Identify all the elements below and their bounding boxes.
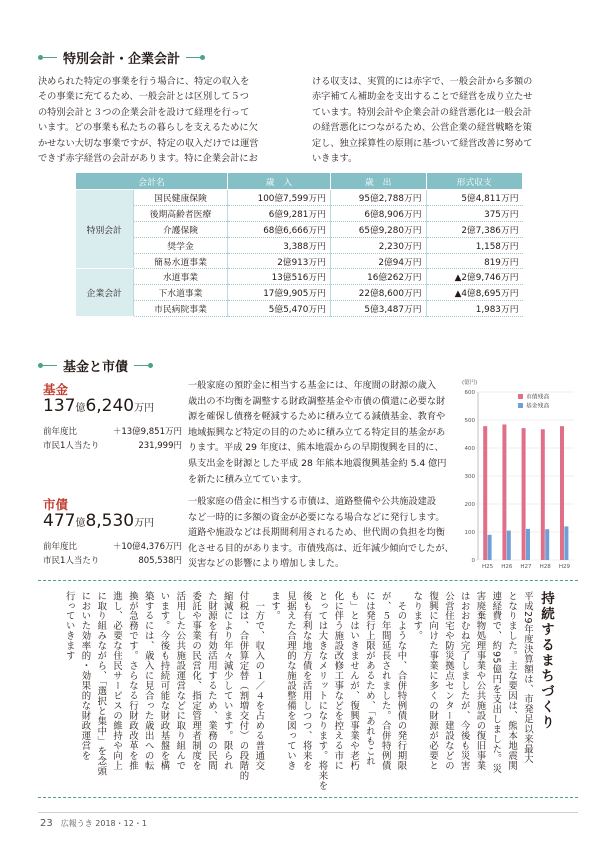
chart-y-tick-label: 0 — [471, 558, 475, 564]
chart-x-tick-label: H29 — [558, 564, 570, 570]
chart-y-tick-label: 300 — [464, 474, 475, 480]
account-name-cell: 国民健康保険 — [134, 190, 228, 206]
vertical-text-column: となりました。主な要因は、熊本地震関 — [506, 591, 518, 771]
table-row — [76, 221, 523, 237]
text-line: かせない大切な事業ですが、特定の収入だけでは運営 — [38, 137, 259, 149]
text-line: の特別会計と３つの企業会計を設けて経理を行って — [38, 106, 250, 118]
text-line: 源を確保し債務を軽減するために積み立てる減債基金、教育や — [188, 411, 446, 423]
vertical-text-column: なります。 — [411, 591, 423, 641]
revenue-cell: 5億5,470万円 — [227, 301, 330, 317]
account-group-name: 企業会計 — [76, 269, 134, 317]
chart-x-tick-label: H28 — [539, 564, 551, 570]
divider-line — [134, 365, 148, 367]
chart-legend-swatch — [518, 403, 523, 408]
text-line: 決められた特定の事業を行う場合に、特定の収入を — [38, 76, 250, 87]
text-line: 県支出金を財源とした平成 28 年熊本地震復興基金約 5.4 億円 — [188, 457, 447, 469]
table-row — [76, 190, 523, 206]
expenditure-cell: 65億9,280万円 — [330, 221, 426, 237]
bond-man-unit: 万円 — [134, 518, 155, 529]
revenue-cell: 3,388万円 — [227, 237, 330, 253]
balance-cell: ▲2億9,746万円 — [426, 269, 522, 285]
table-row — [76, 269, 523, 285]
section-title-funds-bonds — [38, 356, 153, 375]
sustainable-town-title: 持続するまちづくり — [538, 591, 554, 731]
vertical-text-column: 平成29年度決算額は、市発足以来最大 — [521, 591, 533, 764]
chart-y-tick-label: 100 — [464, 530, 475, 536]
revenue-cell: 13億516万円 — [227, 269, 330, 285]
text-line: を新たに積み立てています。 — [188, 473, 307, 485]
bond-per-capita-value: 805,538円 — [138, 556, 182, 566]
revenue-cell: 68億6,666万円 — [227, 221, 330, 237]
fund-description — [188, 378, 456, 487]
vertical-text-column: 築するには、歳入に見合った歳出への転 — [142, 591, 154, 771]
chart-y-tick-label: 400 — [464, 446, 475, 452]
expenditure-cell: 5億3,487万円 — [330, 301, 426, 317]
bullet-dot-icon — [148, 363, 153, 368]
vertical-text-column: においた効率的・効果的な財政運営を — [79, 591, 91, 761]
divider-line — [43, 365, 57, 367]
bond-per-capita-row — [43, 554, 182, 566]
bond-amount — [43, 511, 154, 531]
chart-legend-label: 基金残高 — [526, 403, 550, 410]
balance-cell: 1,983万円 — [426, 301, 522, 317]
text-line: 赤字補てん補助金を支出することで経営を成り立たせ — [312, 91, 533, 103]
vertical-text-column: 後も有利な地方債を活用しつつ、将来を — [300, 591, 312, 771]
bond-label: 市債 — [43, 497, 69, 512]
fund-label: 基金 — [43, 382, 69, 397]
bond-yoy-value: ＋10億4,376万円 — [112, 542, 182, 552]
expenditure-cell: 6億8,906万円 — [330, 205, 426, 221]
table-row — [76, 253, 523, 269]
text-line: 定し、独立採算性の原則に基づいて経営改善に努めて — [312, 137, 533, 149]
expenditure-cell: 22億8,600万円 — [330, 285, 426, 301]
vertical-text-column: ます。 — [269, 591, 281, 621]
vertical-text-column: 活用した公共施設運営などに取り組んで — [174, 591, 186, 771]
special-accounts-text-left — [38, 74, 296, 166]
text-line: 地域振興など特定の目的のために積み立てる特定目的基金があ — [188, 426, 446, 438]
text-line: など一時的に多額の資金が必要になる場合などに発行します。 — [188, 511, 445, 523]
vertical-text-column: には発行上限があるため、「あれもこれ — [363, 591, 375, 767]
chart-bar-bond — [560, 426, 564, 560]
text-line: できず赤字経営の会計があります。特に企業会計にお — [38, 153, 258, 165]
vertical-text-column: た財源を有効活用するため、業務の民間 — [205, 591, 217, 771]
vertical-text-column: 換が急務です。さらなる行財政改革を推 — [126, 591, 138, 771]
chart-bar-bond — [541, 429, 545, 560]
balance-cell: 2億7,386万円 — [426, 221, 522, 237]
chart-legend-label: 市債残高 — [526, 394, 550, 401]
col-header-expenditure: 歳 出 — [330, 173, 426, 190]
account-name-cell: 介護保険 — [134, 221, 228, 237]
vertical-text-column: とっては大きなメリットになります。将来を — [316, 591, 328, 791]
accounts-table — [75, 172, 523, 317]
chart-y-tick-label: 600 — [464, 390, 475, 396]
bond-yoy-row — [43, 540, 182, 552]
revenue-cell: 6億9,281万円 — [227, 205, 330, 221]
account-name-cell: 市民病院事業 — [134, 301, 228, 317]
balance-cell: 5億4,811万円 — [426, 190, 522, 206]
vertical-text-column: 一方で、収入の１／４を占める普通交 — [253, 591, 265, 771]
account-name-cell: 下水道事業 — [134, 285, 228, 301]
expenditure-cell: 16億262万円 — [330, 269, 426, 285]
text-line: 一般家庭の預貯金に相当する基金には、年度間の財源の歳入 — [188, 380, 437, 391]
table-row — [76, 301, 523, 317]
chart-bar-fund — [488, 535, 492, 560]
bond-amount-oku: 477 — [43, 511, 76, 531]
col-header-balance: 形式収支 — [426, 173, 522, 190]
bond-description — [188, 494, 456, 572]
chart-bar-bond — [502, 424, 506, 560]
vertical-text-column: 委託や事業の民営化、指定管理者制度を — [190, 591, 202, 771]
chart-y-tick-label: 500 — [464, 418, 475, 424]
bond-yoy-label: 前年度比 — [43, 542, 78, 552]
expenditure-cell: 2億94万円 — [330, 253, 426, 269]
text-line: 歳出の不均衡を調整する財政調整基金や市債の償還に必要な財 — [188, 395, 446, 407]
page-footer — [40, 818, 147, 829]
text-line: ります。平成 29 年度は、熊本地震からの早期復興を目的に、 — [188, 442, 444, 454]
chart-unit-label: (億円) — [462, 380, 478, 386]
bond-oku-unit: 億 — [75, 518, 86, 529]
fund-oku-unit: 億 — [75, 403, 86, 414]
divider-line — [43, 57, 57, 59]
section-title-text: 特別会計・企業会計 — [63, 52, 181, 67]
vertical-text-column: 害廃棄物処理事業や公共施設の復旧事業 — [474, 591, 486, 771]
balance-cell: 1,158万円 — [426, 237, 522, 253]
chart-bar-fund — [526, 529, 530, 560]
chart-bar-bond — [483, 426, 487, 560]
vertical-text-column: 復興に向けた事業に多くの財源が必要と — [427, 591, 439, 771]
vertical-text-column: が、５年間延長されました。合併特例債 — [379, 591, 391, 771]
fund-per-capita-row — [43, 439, 182, 451]
col-header-account: 会計名 — [76, 173, 228, 190]
bullet-dot-icon — [200, 55, 205, 60]
page-number: 23 — [40, 818, 53, 829]
account-name-cell: 水道事業 — [134, 269, 228, 285]
vertical-text-column: 連経費で、約95億円を支出しました。災 — [490, 591, 502, 774]
balance-cell: ▲4億8,695万円 — [426, 285, 522, 301]
bond-amount-man: 8,530 — [85, 511, 135, 531]
fund-bond-chart — [458, 378, 578, 573]
text-line: その事業に充てるため、一般会計とは区別して５つ — [38, 91, 249, 103]
divider-line — [186, 57, 200, 59]
fund-yoy-label: 前年度比 — [43, 427, 78, 437]
table-row — [76, 237, 523, 253]
vertical-text-column: も」とはいきませんが、復興事業や老朽 — [348, 591, 360, 771]
account-name-cell: 簡易水道事業 — [134, 253, 228, 269]
text-line: 災害などの影響により増加しました。 — [188, 558, 345, 570]
col-header-revenue: 歳 入 — [227, 173, 330, 190]
chart-bar-bond — [522, 428, 526, 560]
section-title-special-accounts — [38, 48, 205, 67]
vertical-text-column: 化に伴う施設改修工事などを控える市に — [332, 591, 344, 771]
text-line: 化させる目的があります。市債残高は、近年減少傾向でしたが、 — [188, 542, 454, 554]
chart-x-tick-label: H26 — [501, 564, 513, 570]
expenditure-cell: 95億2,788万円 — [330, 190, 426, 206]
chart-y-tick-label: 200 — [464, 502, 475, 508]
chart-svg — [458, 378, 578, 573]
expenditure-cell: 2,230万円 — [330, 237, 426, 253]
chart-x-tick-label: H27 — [520, 564, 532, 570]
vertical-text-column: そのような中、合併特例債の発行期限 — [395, 591, 407, 771]
chart-bar-fund — [545, 529, 549, 560]
fund-yoy-row — [43, 425, 182, 437]
fund-per-capita-label: 市民1人当たり — [43, 441, 100, 451]
vertical-text-column: 付税は、合併算定替（割増交付）の段階的 — [237, 591, 249, 781]
text-line: いきます。 — [312, 153, 358, 165]
fund-yoy-value: ＋13億9,851万円 — [112, 427, 182, 437]
vertical-text-column: に取り組みながら、「選択と集中」を念頭 — [95, 591, 107, 777]
footer-divider — [38, 812, 578, 813]
chart-legend-swatch — [518, 394, 523, 399]
account-group-name: 特別会計 — [76, 190, 134, 269]
chart-bar-fund — [507, 531, 511, 560]
table-row — [76, 205, 523, 221]
revenue-cell: 100億7,599万円 — [227, 190, 330, 206]
fund-amount — [43, 396, 154, 416]
balance-cell: 819万円 — [426, 253, 522, 269]
vertical-text-column: 進し、必要な住民サービスの維持や向上 — [111, 591, 123, 771]
text-line: ています。特別会計や企業会計の経営悪化は一般会計 — [312, 106, 532, 118]
text-line: 一般家庭の借金に相当する市債は、道路整備や公共施設建設 — [188, 496, 437, 507]
fund-amount-oku: 137 — [43, 396, 76, 416]
vertical-text-column: 見据えた合理的な施設整備を図っていき — [284, 591, 296, 771]
account-name-cell: 奨学金 — [134, 237, 228, 253]
account-name-cell: 後期高齢者医療 — [134, 205, 228, 221]
vertical-text-column: います。今後も持続可能な財政基盤を構 — [158, 591, 170, 771]
balance-cell: 375万円 — [426, 205, 522, 221]
chart-x-tick-label: H25 — [482, 564, 494, 570]
fund-per-capita-value: 231,999円 — [138, 441, 182, 451]
revenue-cell: 2億913万円 — [227, 253, 330, 269]
vertical-text-column: 行っていきます — [63, 591, 75, 661]
special-accounts-text-right — [312, 74, 576, 166]
vertical-text-column: 縮減により年々減少しています。限られ — [221, 591, 233, 771]
text-line: います。どの事業も私たちの暮らしを支えるために欠 — [38, 122, 258, 134]
text-line: の経営悪化につながるため、公営企業の経営戦略を策 — [312, 122, 532, 134]
fund-amount-man: 6,240 — [85, 396, 135, 416]
text-line: ける収支は、実質的には赤字で、一般会計から多額の — [312, 76, 533, 87]
publication-info: 広報うき 2018・12・1 — [60, 819, 147, 828]
fund-man-unit: 万円 — [134, 403, 155, 414]
bond-per-capita-label: 市民1人当たり — [43, 556, 100, 566]
vertical-text-column: はおおむね完了しましたが、今後も災害 — [458, 591, 470, 771]
table-row — [76, 285, 523, 301]
revenue-cell: 17億9,905万円 — [227, 285, 330, 301]
chart-bar-fund — [564, 526, 568, 560]
table-header-row — [76, 173, 523, 190]
section-title-text: 基金と市債 — [63, 360, 129, 375]
vertical-text-column: 公営住宅や防災拠点センター建設などの — [442, 591, 454, 771]
text-line: 道路や施設などは長期間利用されるため、世代間の負担を均衡 — [188, 527, 445, 539]
